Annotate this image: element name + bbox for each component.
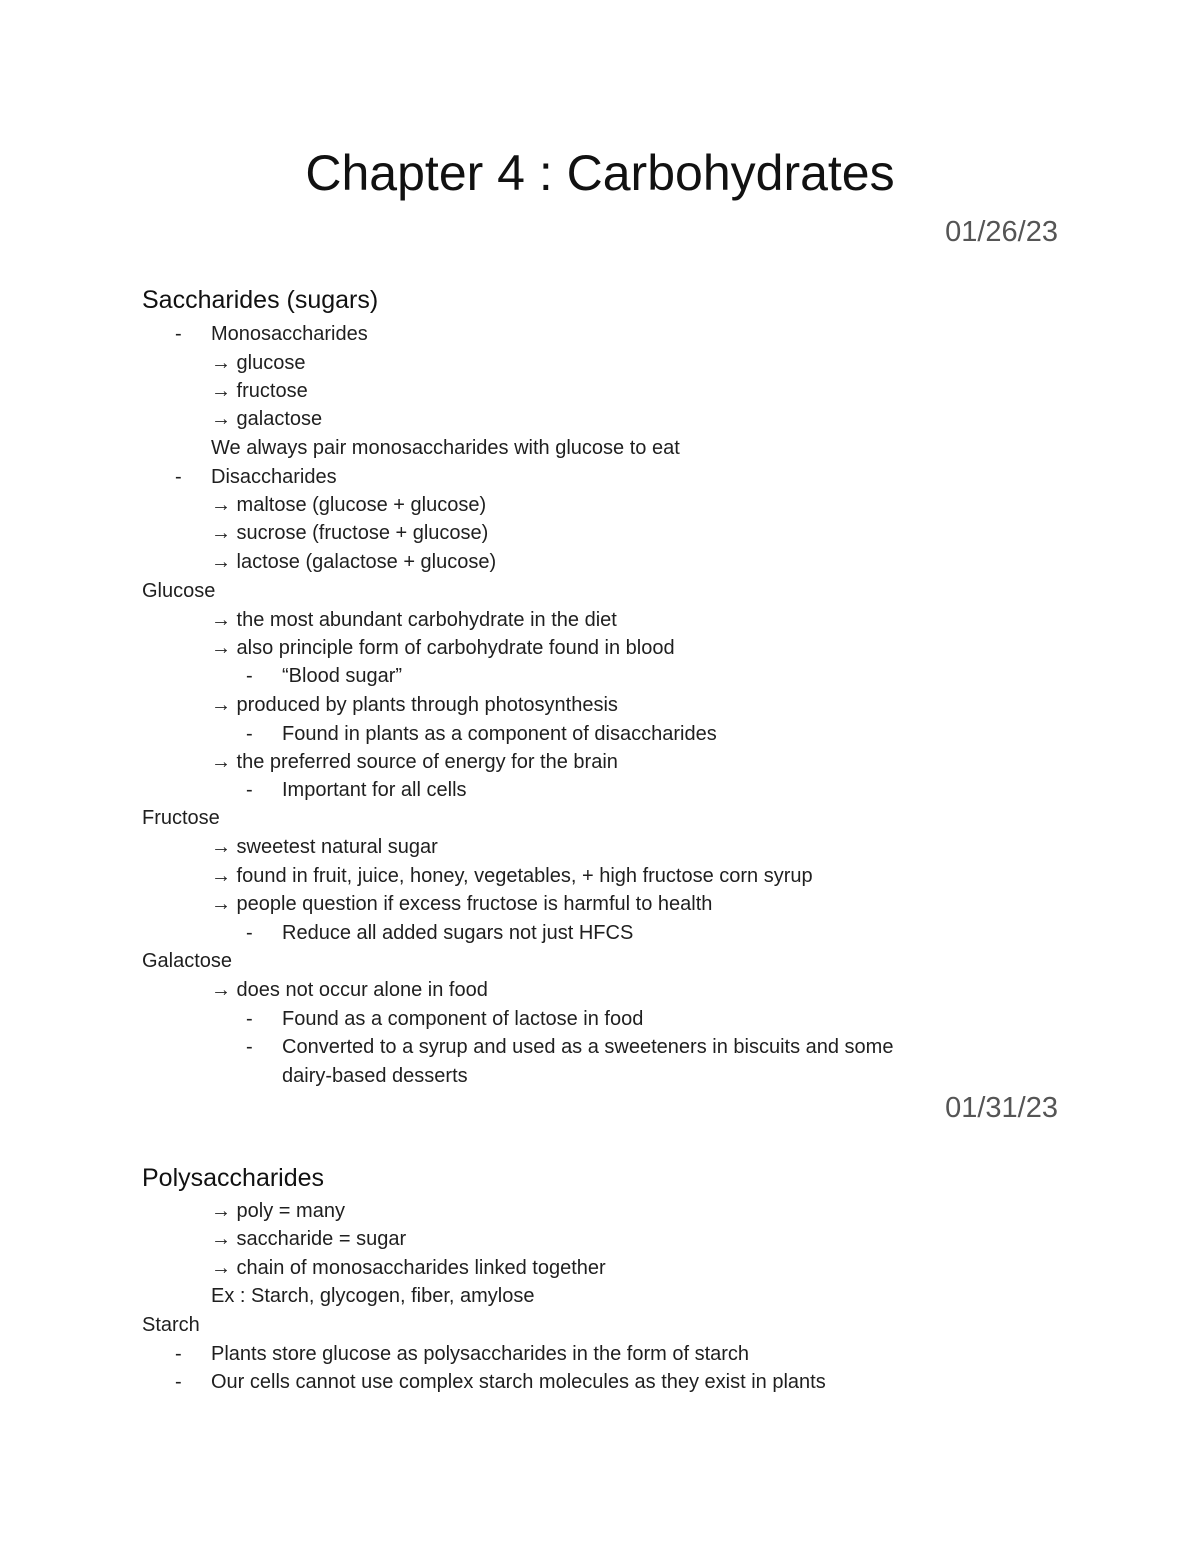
list-item: → glucose	[211, 352, 306, 374]
list-item: → people question if excess fructose is harmful to health	[211, 893, 713, 915]
list-item: → sweetest natural sugar	[211, 836, 438, 858]
list-item: → lactose (galactose + glucose)	[211, 551, 497, 573]
list-item: → does not occur alone in food	[211, 979, 488, 1001]
date-stamp-1: 01/26/23	[945, 216, 1058, 248]
subheading-glucose: Glucose	[142, 580, 216, 602]
subheading-fructose: Fructose	[142, 807, 220, 829]
list-item: → chain of monosaccharides linked together	[211, 1257, 606, 1279]
bullet-dash: -	[246, 1036, 253, 1058]
bullet-dash: -	[246, 779, 253, 801]
bullet-dash: -	[175, 466, 182, 488]
sub-list-item: Important for all cells	[282, 779, 467, 801]
bullet-dash: -	[175, 1343, 182, 1365]
list-item: → poly = many	[211, 1200, 345, 1222]
section-heading-saccharides: Saccharides (sugars)	[142, 286, 379, 314]
list-item: Ex : Starch, glycogen, fiber, amylose	[211, 1285, 535, 1307]
list-item: Plants store glucose as polysaccharides in the form of starch	[211, 1343, 750, 1365]
list-item: → fructose	[211, 380, 308, 402]
sub-list-item: “Blood sugar”	[282, 665, 403, 687]
page-title: Chapter 4 : Carbohydrates	[305, 145, 895, 201]
date-stamp-2: 01/31/23	[945, 1092, 1058, 1124]
sub-list-item: Found in plants as a component of disaccharides	[282, 723, 717, 745]
section-heading-polysaccharides: Polysaccharides	[142, 1164, 325, 1192]
list-item: → galactose	[211, 408, 323, 430]
list-item: → the preferred source of energy for the brain	[211, 751, 618, 773]
sub-list-item-continued: dairy-based desserts	[282, 1065, 468, 1087]
list-item: → saccharide = sugar	[211, 1228, 407, 1250]
subheading-galactose: Galactose	[142, 950, 233, 972]
list-item: → found in fruit, juice, honey, vegetables, + high fructose corn syrup	[211, 865, 813, 887]
sub-list-item: Found as a component of lactose in food	[282, 1008, 644, 1030]
list-item: → the most abundant carbohydrate in the diet	[211, 609, 617, 631]
sub-list-item: Converted to a syrup and used as a sweeteners in biscuits and some	[282, 1036, 894, 1058]
bullet-dash: -	[246, 922, 253, 944]
note-text: We always pair monosaccharides with glucose to eat	[211, 437, 680, 459]
list-item: Our cells cannot use complex starch molecules as they exist in plants	[211, 1371, 826, 1393]
list-item: → maltose (glucose + glucose)	[211, 494, 487, 516]
list-item: → also principle form of carbohydrate found in blood	[211, 637, 675, 659]
subheading-starch: Starch	[142, 1314, 200, 1336]
list-item-monosaccharides: Monosaccharides	[211, 323, 368, 345]
list-item: → produced by plants through photosynthesis	[211, 694, 618, 716]
bullet-dash: -	[175, 323, 182, 345]
bullet-dash: -	[246, 1008, 253, 1030]
bullet-dash: -	[246, 665, 253, 687]
sub-list-item: Reduce all added sugars not just HFCS	[282, 922, 634, 944]
bullet-dash: -	[175, 1371, 182, 1393]
list-item: → sucrose (fructose + glucose)	[211, 522, 489, 544]
bullet-dash: -	[246, 723, 253, 745]
list-item-disaccharides: Disaccharides	[211, 466, 337, 488]
